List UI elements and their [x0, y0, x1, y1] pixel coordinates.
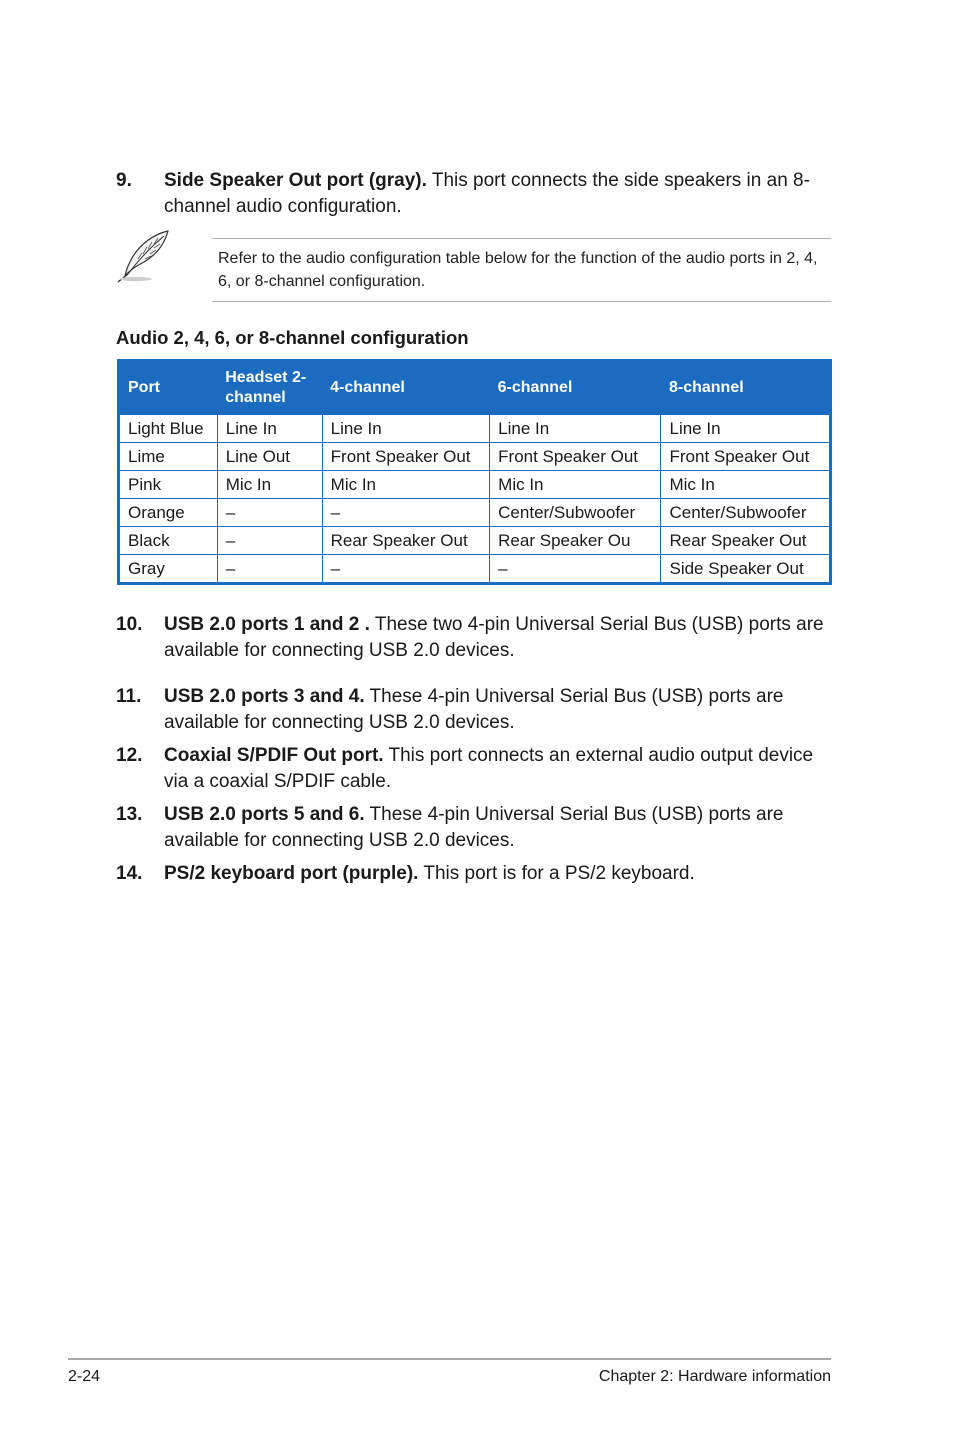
column-header: Headset 2-channel — [225, 369, 307, 406]
chapter-title: Chapter 2: Hardware information — [598, 1368, 831, 1385]
table-row — [119, 527, 831, 555]
table-cell: – — [490, 555, 661, 584]
column-header: 4-channel — [330, 379, 405, 396]
list-item — [116, 168, 836, 220]
item-description: This port connects the side speakers in an 8-channel audio configuration. — [164, 170, 810, 217]
note-box — [212, 238, 831, 302]
table-cell: Line In — [322, 415, 490, 443]
item-number: 10. — [116, 614, 143, 635]
table-cell: Line In — [217, 415, 322, 443]
item-heading: USB 2.0 ports 5 and 6. — [164, 804, 365, 825]
list-item — [116, 684, 836, 736]
item-heading: Coaxial S/PDIF Out port. — [164, 745, 384, 766]
table-cell: Black — [119, 527, 218, 555]
item-description: This port connects an external audio output device via a coaxial S/PDIF cable. — [164, 745, 814, 792]
table-title: Audio 2, 4, 6, or 8-channel configuration — [116, 327, 469, 348]
list-item — [116, 861, 836, 887]
item-number: 13. — [116, 804, 143, 825]
item-number: 9. — [116, 170, 132, 191]
table-cell: – — [217, 527, 322, 555]
table-row — [119, 471, 831, 499]
table-cell: Line In — [490, 415, 661, 443]
table-cell: Front Speaker Out — [322, 443, 490, 471]
page-number: 2-24 — [68, 1368, 101, 1385]
item-description: This port is for a PS/2 keyboard. — [418, 863, 695, 884]
table-row — [119, 443, 831, 471]
table-cell: Side Speaker Out — [661, 555, 831, 584]
table-cell: Front Speaker Out — [661, 443, 831, 471]
footer-divider — [68, 1358, 831, 1360]
column-header: 6-channel — [497, 379, 573, 396]
table-cell: Center/Subwoofer — [661, 499, 831, 527]
table-cell: – — [322, 499, 490, 527]
table-header-row — [119, 361, 831, 415]
item-number: 12. — [116, 745, 143, 766]
table-cell: Front Speaker Out — [490, 443, 661, 471]
item-heading: Side Speaker Out port (gray). — [164, 170, 427, 191]
table-cell: Mic In — [217, 471, 322, 499]
table-row — [119, 415, 831, 443]
list-item — [116, 802, 836, 854]
table-cell: Rear Speaker Out — [661, 527, 831, 555]
item-heading: USB 2.0 ports 1 and 2 . — [164, 614, 370, 635]
table-cell: Mic In — [322, 471, 490, 499]
item-description: These two 4-pin Universal Serial Bus (USB) ports are available for connecting USB 2.0 devices. — [164, 614, 824, 661]
item-heading: PS/2 keyboard port (purple). — [164, 863, 419, 884]
item-heading: USB 2.0 ports 3 and 4. — [164, 686, 365, 707]
table-cell: – — [217, 499, 322, 527]
column-header: Port — [128, 379, 160, 396]
table-cell: Rear Speaker Ou — [490, 527, 661, 555]
table-cell: Center/Subwoofer — [490, 499, 661, 527]
feather-pen-icon — [114, 228, 172, 284]
table-row — [119, 499, 831, 527]
table-cell: Rear Speaker Out — [322, 527, 490, 555]
item-number: 11. — [116, 686, 142, 707]
list-item — [116, 743, 836, 795]
table-cell: Lime — [119, 443, 218, 471]
table-cell: Orange — [119, 499, 218, 527]
table-cell: Line In — [661, 415, 831, 443]
item-number: 14. — [116, 863, 143, 884]
table-cell: – — [217, 555, 322, 584]
note-text: Refer to the audio configuration table below for the function of the audio ports in 2, 4, 6, or 8-channel configuration. — [218, 250, 818, 290]
audio-config-table — [117, 359, 832, 585]
table-cell: Mic In — [661, 471, 831, 499]
item-description: These 4-pin Universal Serial Bus (USB) ports are available for connecting USB 2.0 devices. — [164, 804, 784, 851]
item-description: These 4-pin Universal Serial Bus (USB) ports are available for connecting USB 2.0 devices. — [164, 686, 784, 733]
table-row — [119, 555, 831, 584]
table-cell: Gray — [119, 555, 218, 584]
table-cell: – — [322, 555, 490, 584]
list-item — [116, 612, 836, 664]
table-cell: Mic In — [490, 471, 661, 499]
table-cell: Line Out — [217, 443, 322, 471]
column-header: 8-channel — [668, 379, 744, 396]
table-cell: Light Blue — [119, 415, 218, 443]
table-cell: Pink — [119, 471, 218, 499]
